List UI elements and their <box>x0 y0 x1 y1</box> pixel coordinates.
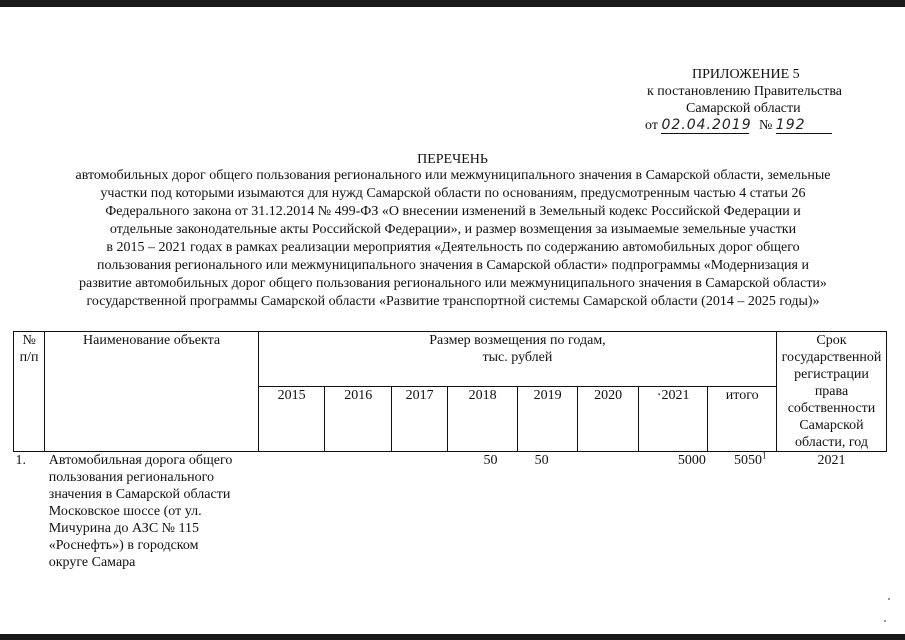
header-year: 2015 <box>258 386 325 451</box>
annex-date-line <box>600 117 900 134</box>
table-header-row <box>14 332 887 387</box>
footnote-marker: 1 <box>762 450 767 461</box>
subtitle-line: автомобильных дорог общего пользования регионального или межмуниципального значения в Самарской области, земельные <box>75 168 831 183</box>
subtitle-line: Федерального закона от 31.12.2014 № 499-ФЗ «О внесении изменений в Земельный кодекс Российской Федерации и <box>105 204 801 219</box>
row-registration-year: 2021 <box>817 453 846 468</box>
annex-title: ПРИЛОЖЕНИЕ 5 <box>692 67 800 82</box>
row-value-2020 <box>578 452 638 572</box>
annex-resolution: к постановлению Правительства <box>647 84 843 99</box>
subtitle-line: пользования регионального или межмуниципального значения в Самарской области» подпрограммы «Модернизация и <box>97 258 809 273</box>
number-prefix: № <box>758 118 773 133</box>
row-object-name: Автомобильная дорога общего пользования регионального значения в Самарской области Московское шоссе (от ул. Мичурина до АЗС № 115 «Роснефть») в городском округе Самара <box>48 453 233 570</box>
header-year: 2017 <box>391 386 447 451</box>
subtitle-line: отдельные законодательные акты Российской Федерации», и размер возмещения за изымаемые земельные участки <box>109 222 797 237</box>
header-year: ·2021 <box>638 386 708 451</box>
row-value-2017 <box>391 452 447 572</box>
subtitle-line: в 2015 – 2021 годах в рамках реализации мероприятия «Деятельность по содержанию автомобильных дорог общего <box>106 240 800 255</box>
subtitle-line: развитие автомобильных дорог общего пользования регионального или межмуниципального значения в Самарской области» <box>79 276 827 291</box>
scan-edge-bottom <box>0 634 905 640</box>
handwritten-number: 192 <box>776 118 832 134</box>
scan-edge-top <box>0 0 905 7</box>
row-value-2018: 50 <box>483 453 498 468</box>
annex-region: Самарской области <box>686 101 801 116</box>
row-value-2016 <box>325 452 392 572</box>
subtitle-line: участки под которыми изымаются для нужд Самарской области по основаниям, предусмотренным частью 4 статьи 26 <box>100 186 806 201</box>
row-value-2019: 50 <box>534 453 549 468</box>
subtitle-line: государственной программы Самарской области «Развитие транспортной системы Самарской области (2014 – 2025 годы)» <box>86 294 820 309</box>
document-subtitle <box>12 167 894 311</box>
table-row <box>14 452 887 572</box>
header-number: № п/п <box>14 332 45 452</box>
scan-speck <box>884 620 886 622</box>
row-number: 1. <box>15 453 26 468</box>
compensation-table <box>13 331 887 571</box>
header-compensation: Размер возмещения по годам, тыс. рублей <box>258 332 776 387</box>
row-value-2021: 5000 <box>677 453 706 468</box>
header-registration-term: Срок государственной регистрации права собственности Самарской области, год <box>777 332 887 452</box>
row-value-2015 <box>258 452 325 572</box>
handwritten-date: 02.04.2019 <box>661 117 752 133</box>
annex-block <box>600 66 900 134</box>
header-year: 2018 <box>448 386 518 451</box>
date-prefix: от <box>645 118 658 133</box>
row-value-total: 5050$^1$ <box>734 450 767 468</box>
header-object-name: Наименование объекта <box>45 332 259 452</box>
header-total: итого <box>708 386 777 451</box>
header-year: 2016 <box>325 386 392 451</box>
header-year: 2020 <box>578 386 638 451</box>
scan-speck <box>888 598 890 600</box>
document-title: ПЕРЕЧЕНЬ <box>417 152 488 167</box>
header-year: 2019 <box>517 386 577 451</box>
